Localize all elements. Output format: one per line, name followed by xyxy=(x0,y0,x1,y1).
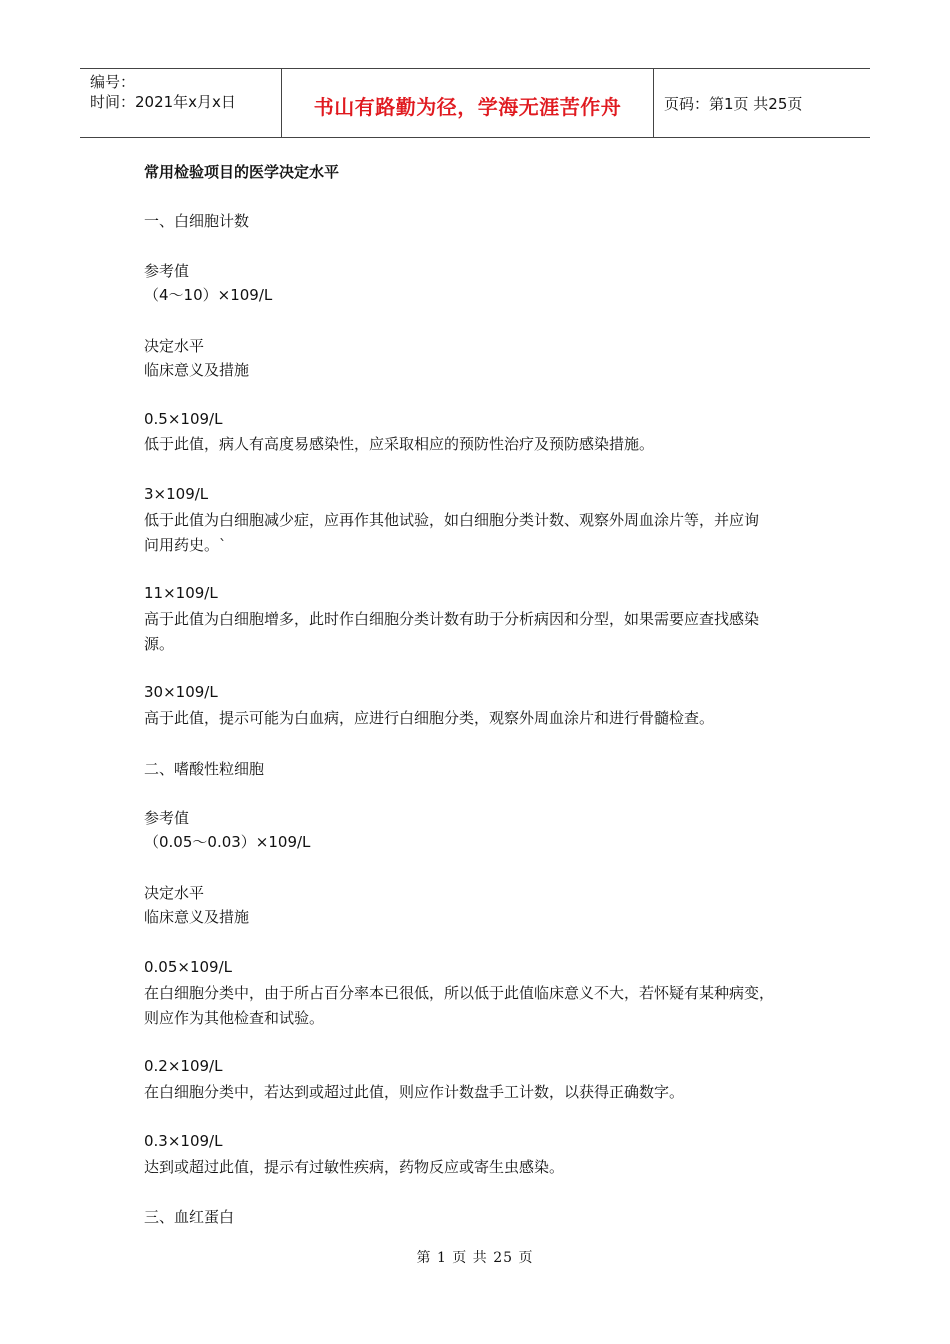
page-footer: 第 1 页 共 25 页 xyxy=(416,1250,534,1266)
serial-label: 编号： xyxy=(90,73,136,91)
header-motto: 书山有路勤为径，学海无涯苦作舟 xyxy=(282,69,654,137)
decision-value: 30×109/L xyxy=(144,683,218,701)
decision-value: 11×109/L xyxy=(144,584,218,602)
decision-text: 低于此值为白细胞减少症，应再作其他试验，如白细胞分类计数、观察外周血涂片等，并应询 xyxy=(144,511,760,529)
reference-label: 参考值 xyxy=(144,809,190,827)
header-meta xyxy=(80,69,282,137)
decision-text: 在白细胞分类中，若达到或超过此值，则应作计数盘手工计数，以获得正确数字。 xyxy=(144,1083,685,1101)
reference-value: （0.05～0.03）×109/L xyxy=(144,833,311,851)
decision-text: 则应作为其他检查和试验。 xyxy=(144,1009,325,1027)
decision-text: 低于此值，病人有高度易感染性，应采取相应的预防性治疗及预防感染措施。 xyxy=(144,435,655,453)
meaning-label: 临床意义及措施 xyxy=(144,361,250,379)
section-heading: 一、白细胞计数 xyxy=(144,212,250,230)
time-label: 时间：2021年x月x日 xyxy=(90,93,236,111)
decision-text: 高于此值为白细胞增多，此时作白细胞分类计数有助于分析病因和分型，如果需要应查找感染 xyxy=(144,610,760,628)
decision-value: 3×109/L xyxy=(144,485,209,503)
page-header xyxy=(80,68,870,138)
meaning-label: 临床意义及措施 xyxy=(144,908,250,926)
decision-text: 在白细胞分类中，由于所占百分率本已很低，所以低于此值临床意义不大，若怀疑有某种病变， xyxy=(144,984,775,1002)
reference-value: （4～10）×109/L xyxy=(144,286,273,304)
section-heading: 二、嗜酸性粒细胞 xyxy=(144,760,265,778)
decision-text: 问用药史。` xyxy=(144,536,227,554)
decision-value: 0.2×109/L xyxy=(144,1057,223,1075)
decision-value: 0.5×109/L xyxy=(144,410,223,428)
decision-value: 0.05×109/L xyxy=(144,958,233,976)
decision-text: 达到或超过此值，提示有过敏性疾病，药物反应或寄生虫感染。 xyxy=(144,1158,565,1176)
decision-label: 决定水平 xyxy=(144,337,205,355)
decision-text: 源。 xyxy=(144,635,175,653)
document-title: 常用检验项目的医学决定水平 xyxy=(144,163,340,181)
decision-text: 高于此值，提示可能为白血病，应进行白细胞分类，观察外周血涂片和进行骨髓检查。 xyxy=(144,709,715,727)
section-heading: 三、血红蛋白 xyxy=(144,1208,235,1226)
header-page-info: 页码：第1页 共25页 xyxy=(664,95,803,113)
decision-label: 决定水平 xyxy=(144,884,205,902)
decision-value: 0.3×109/L xyxy=(144,1132,223,1150)
reference-label: 参考值 xyxy=(144,262,190,280)
